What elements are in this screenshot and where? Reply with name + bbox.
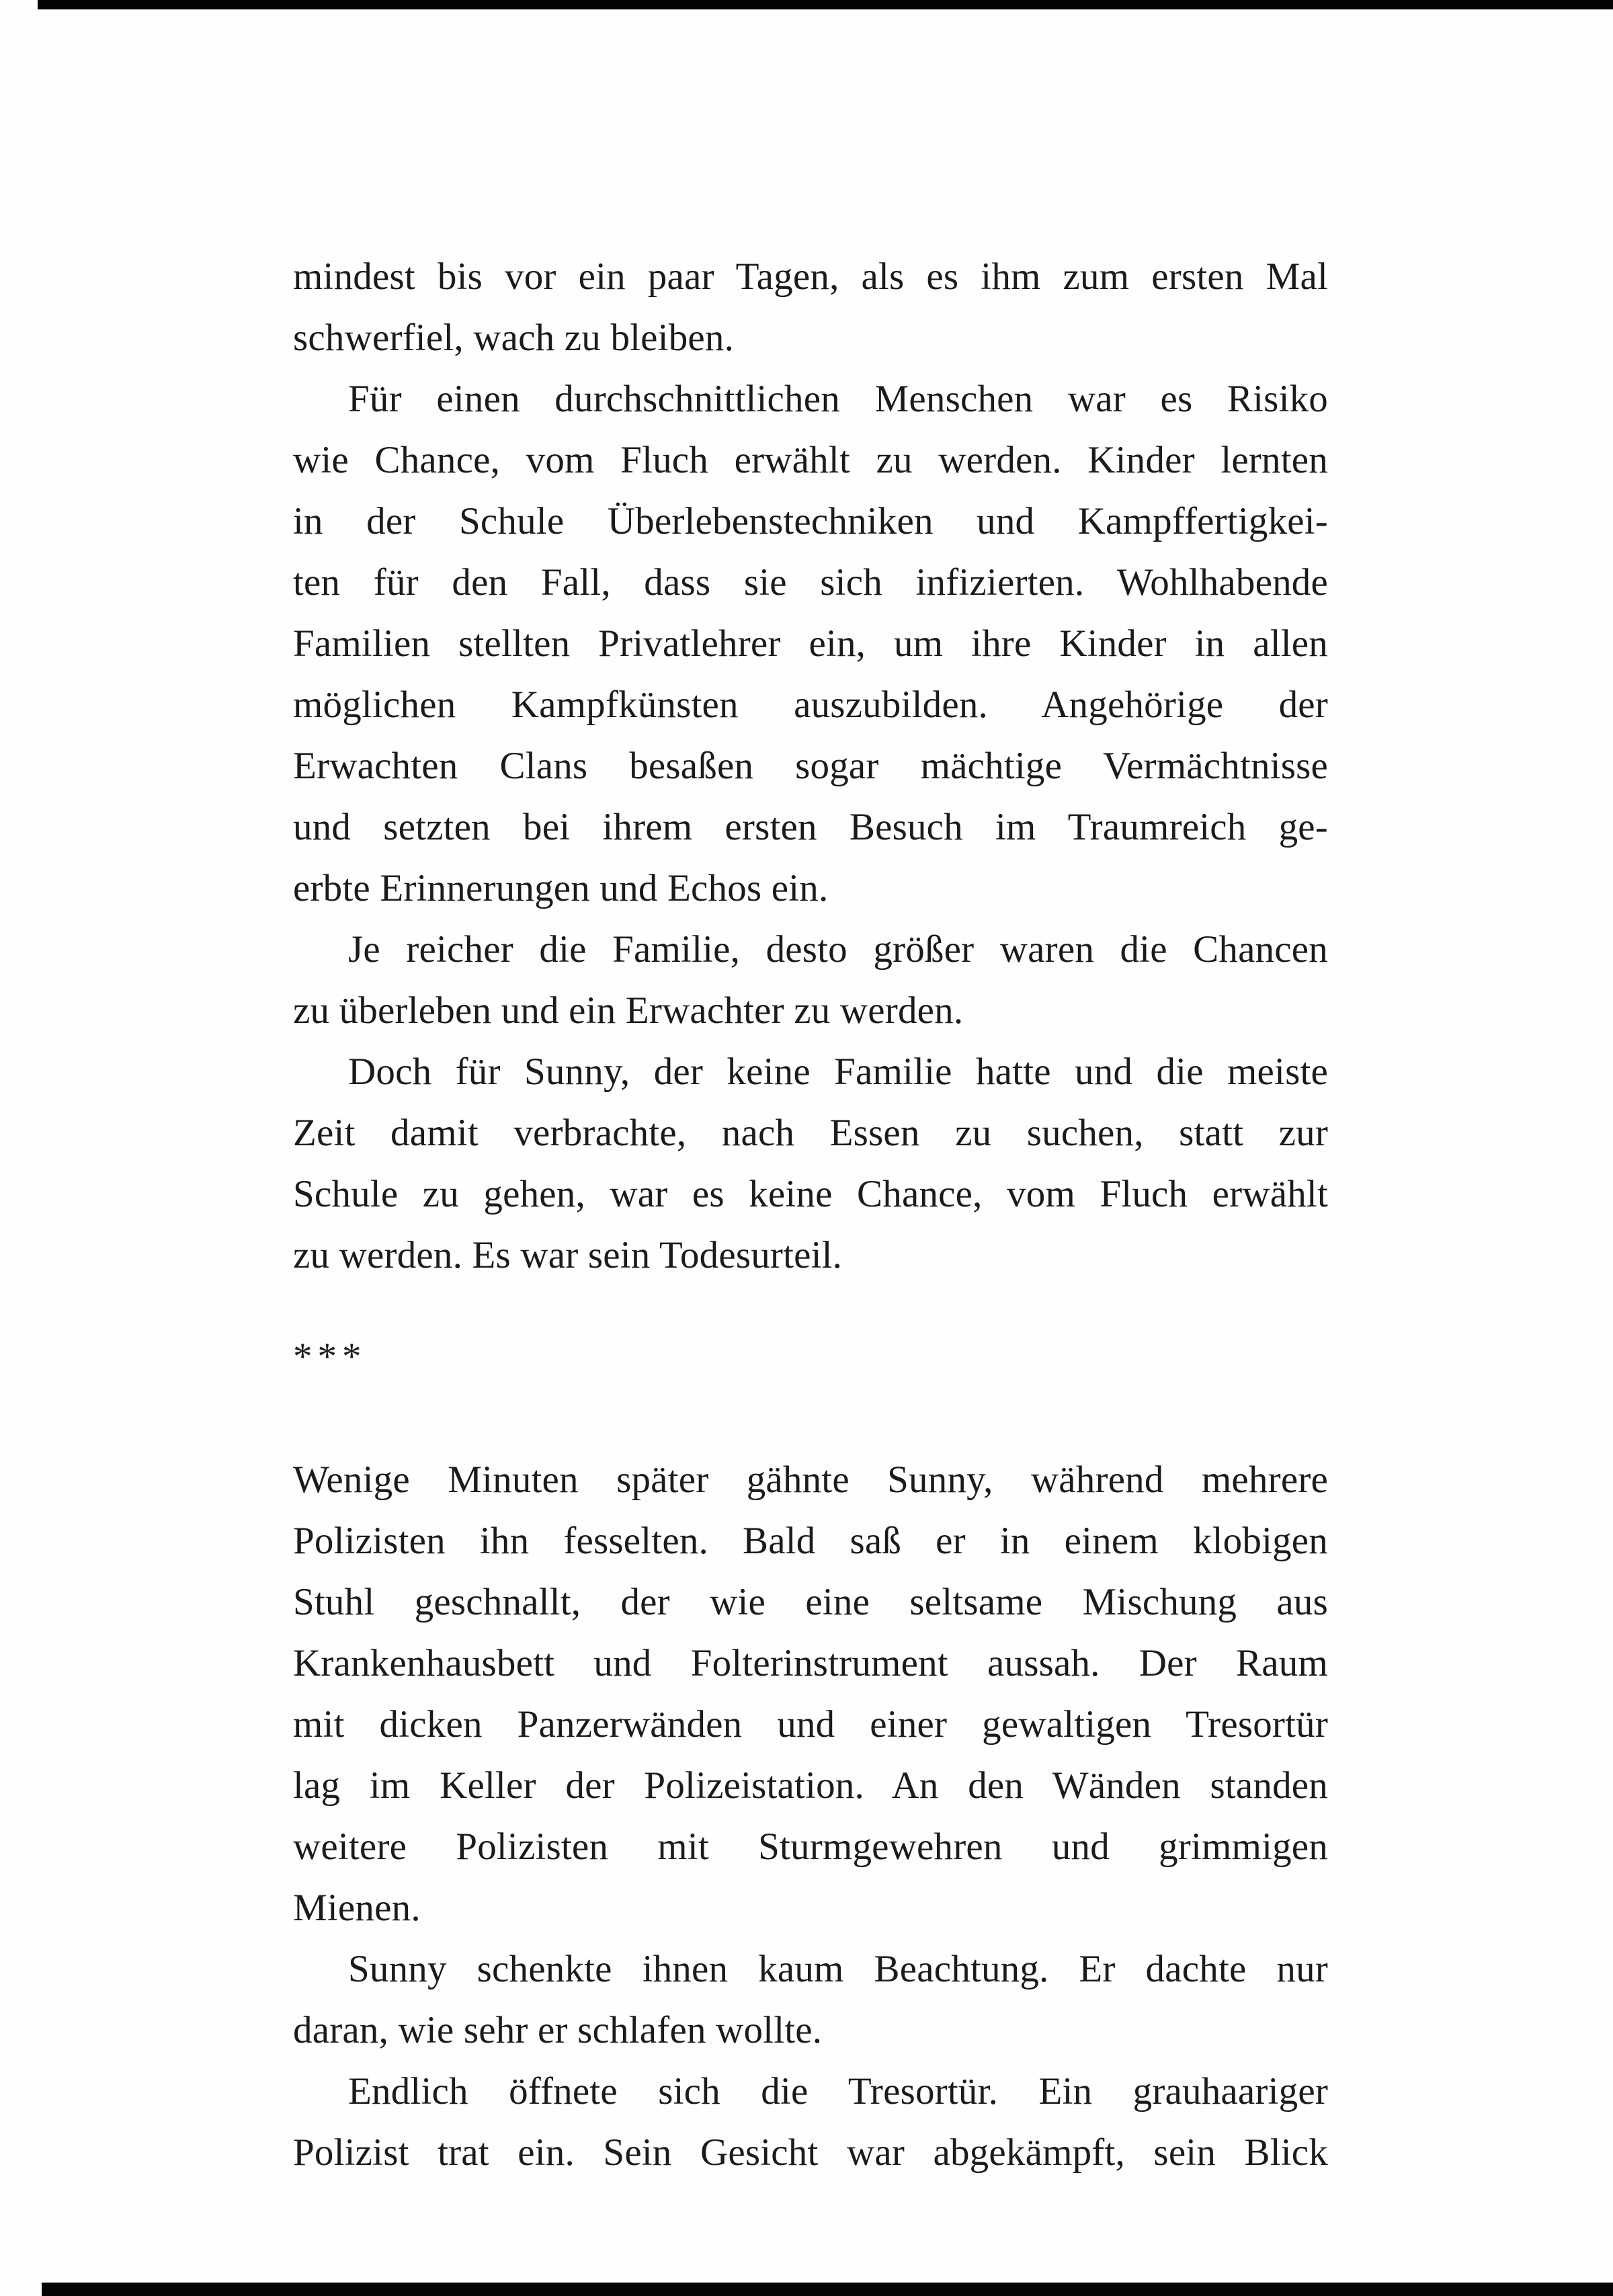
text-line: möglichen Kampfkünsten auszubilden. Angehörige der [293,684,1328,726]
scan-edge-bottom-bar [42,2283,1613,2296]
text-block [293,246,1328,2183]
text-line: Endlich öffnete sich die Tresortür. Ein grauhaariger [348,2070,1328,2113]
text-line: schwerfiel, wach zu bleiben. [293,317,735,359]
scan-edge-top-bar [38,0,1613,9]
text-line: wie Chance, vom Fluch erwählt zu werden. Kinder lernten [293,439,1328,481]
text-line: Zeit damit verbrachte, nach Essen zu suchen, statt zur [293,1112,1328,1154]
scene-separator: *** [293,1336,367,1378]
text-line: Doch für Sunny, der keine Familie hatte und die meiste [348,1051,1328,1093]
text-line: ten für den Fall, dass sie sich infizierten. Wohlhabende [293,561,1328,604]
text-line: weitere Polizisten mit Sturmgewehren und grimmigen [293,1826,1328,1868]
text-line: Polizisten ihn fesselten. Bald saß er in einem klobigen [293,1520,1328,1562]
text-line: mit dicken Panzerwänden und einer gewaltigen Tresortür [293,1703,1328,1746]
text-line: zu werden. Es war sein Todesurteil. [293,1234,843,1276]
text-line: Mienen. [293,1887,421,1929]
text-line: Schule zu gehen, war es keine Chance, vom Fluch erwählt [293,1173,1328,1215]
text-line: Stuhl geschnallt, der wie eine seltsame Mischung aus [293,1581,1328,1623]
text-line: erbte Erinnerungen und Echos ein. [293,867,829,909]
text-line: Polizist trat ein. Sein Gesicht war abgekämpft, sein Blick [293,2131,1328,2174]
text-line: daran, wie sehr er schlafen wollte. [293,2009,823,2051]
text-line: Erwachten Clans besaßen sogar mächtige Vermächtnisse [293,745,1328,787]
text-line: mindest bis vor ein paar Tagen, als es ihm zum ersten Mal [293,255,1328,298]
text-line: in der Schule Überlebenstechniken und Kampffertigkei- [293,500,1328,542]
text-line: und setzten bei ihrem ersten Besuch im Traumreich ge- [293,806,1328,848]
text-line: Je reicher die Familie, desto größer waren die Chancen [348,928,1328,971]
text-line: Krankenhausbett und Folterinstrument aussah. Der Raum [293,1642,1328,1684]
text-line: lag im Keller der Polizeistation. An den Wänden standen [293,1764,1328,1807]
text-line: Familien stellten Privatlehrer ein, um ihre Kinder in allen [293,622,1328,665]
text-line: Für einen durchschnittlichen Menschen war es Risiko [348,378,1328,420]
text-line: Sunny schenkte ihnen kaum Beachtung. Er dachte nur [348,1948,1328,1990]
text-line: Wenige Minuten später gähnte Sunny, während mehrere [293,1459,1328,1501]
text-line: zu überleben und ein Erwachter zu werden. [293,989,964,1032]
